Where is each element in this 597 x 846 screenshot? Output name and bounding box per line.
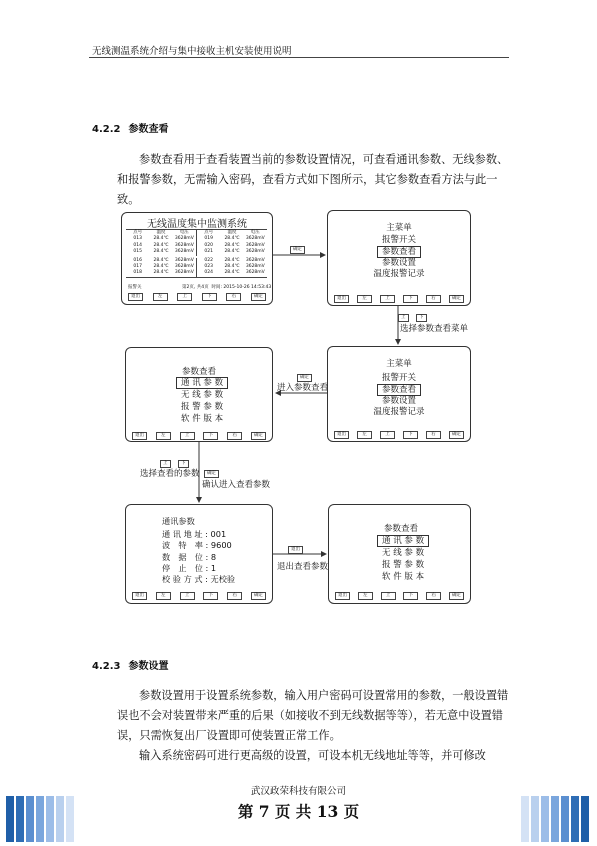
header-cell: 点号 xyxy=(133,230,143,235)
menu-item: 报 警 参 数 xyxy=(382,560,425,570)
table-cell: 28.4℃ xyxy=(153,264,169,270)
table-cell: 014 xyxy=(133,242,142,248)
screen-ok-button: 确定 xyxy=(449,592,464,600)
menu-item: 软 件 版 本 xyxy=(181,414,224,424)
menu-item: 参数设置 xyxy=(381,396,416,406)
table-cell: 28.4℃ xyxy=(153,249,169,255)
screen-left-button: 左 xyxy=(153,293,168,301)
table-cell: 28.4℃ xyxy=(224,249,240,255)
screen-ok-button: 确定 xyxy=(251,293,266,301)
main-menu-title: 主菜单 xyxy=(386,359,412,369)
table-cell: 023 xyxy=(196,264,220,270)
screen-down-button: 下 xyxy=(202,293,217,301)
flow-label-select-menu: 选择参数查看菜单 xyxy=(400,324,469,334)
menu-item: 报警开关 xyxy=(381,235,416,245)
screen-ok-button: 确定 xyxy=(251,592,266,600)
screen-up-button: 上 xyxy=(177,293,192,301)
table-cell: 3628mV xyxy=(174,236,194,242)
screen-up-button: 上 xyxy=(381,592,396,600)
key-exit-label: 退出 xyxy=(288,546,303,554)
key-confirm-label: 确定 xyxy=(290,246,305,254)
table-cell: 3628mV xyxy=(245,257,265,263)
table-cell: 3628mV xyxy=(245,270,265,276)
page-header: 无线测温系统介绍与集中接收主机安装使用说明 xyxy=(92,46,292,57)
screen-up-button: 上 xyxy=(180,592,195,600)
table-cell: 017 xyxy=(133,264,142,270)
key-down-label: 下 xyxy=(416,314,427,322)
main-menu-title: 主菜单 xyxy=(386,223,412,233)
menu-item-selected: 通 讯 参 数 xyxy=(176,377,228,389)
table-cell: 28.4℃ xyxy=(224,270,240,276)
menu-item: 软 件 版 本 xyxy=(382,572,425,582)
alarm-status: 报警关 xyxy=(128,285,142,290)
screen-right-button: 右 xyxy=(227,592,242,600)
table-cell: 28.4℃ xyxy=(224,242,240,248)
table-cell: 021 xyxy=(196,249,220,255)
screen-ok-button: 确定 xyxy=(449,431,464,439)
flow-label-select-param: 选择查看的参数 xyxy=(140,469,200,479)
table-cell: 3628mV xyxy=(245,264,265,270)
screen-left-button: 左 xyxy=(357,431,372,439)
section-423-paragraph-2: 输入系统密码可进行更高级的设置，可设本机无线地址等等，并可修改 xyxy=(139,749,486,762)
page-number: 第 7 页 共 13 页 xyxy=(237,802,360,821)
screen-up-button: 上 xyxy=(180,432,195,440)
screen-right-button: 右 xyxy=(426,295,441,303)
table-cell: 3628mV xyxy=(174,249,194,255)
table-cell: 3628mV xyxy=(245,249,265,255)
table-cell: 28.4℃ xyxy=(224,257,240,263)
param-menu-title: 参数查看 xyxy=(384,524,419,534)
screen-down-button: 下 xyxy=(203,592,218,600)
table-cell: 3628mV xyxy=(174,264,194,270)
table-cell: 3628mV xyxy=(174,270,194,276)
screen-left-button: 左 xyxy=(357,295,372,303)
table-cell: 3628mV xyxy=(174,242,194,248)
header-cell: 点号 xyxy=(196,230,220,236)
screen-exit-button: 退出 xyxy=(132,432,147,440)
param-line: 数 据 位 : 8 xyxy=(162,551,217,562)
page-info: 第2页, 共4页 xyxy=(182,285,209,290)
param-line: 校 验 方 式 : 无校验 xyxy=(162,574,236,585)
screen-right-button: 右 xyxy=(426,592,441,600)
screen-left-button: 左 xyxy=(156,592,171,600)
menu-item-selected: 参数查看 xyxy=(377,384,421,396)
flow-label-enter-param: 进入参数查看 xyxy=(277,383,329,393)
table-cell: 013 xyxy=(133,236,142,242)
screen-left-button: 左 xyxy=(156,432,171,440)
table-cell: 28.4℃ xyxy=(153,242,169,248)
menu-item: 参数设置 xyxy=(381,258,416,268)
table-cell: 3628mV xyxy=(245,242,265,248)
header-cell: 电压 xyxy=(250,230,260,235)
section-title: 参数设置 xyxy=(128,661,169,672)
section-422-paragraph: 参数查看用于查看装置当前的参数设置情况，可查看通讯参数、无线参数、和报警参数，无需输入密码，查看方式如下图所示，其它参数查看方法与此一致。 xyxy=(117,153,509,206)
flow-label-exit-view: 退出查看参数 xyxy=(277,562,329,572)
menu-item: 温度报警记录 xyxy=(373,407,425,417)
screen-ok-button: 确定 xyxy=(251,432,266,440)
table-cell: 3628mV xyxy=(174,257,194,263)
table-cell: 015 xyxy=(133,249,142,255)
table-cell: 024 xyxy=(196,270,220,276)
menu-item: 报 警 参 数 xyxy=(181,402,224,412)
screen-exit-button: 退出 xyxy=(128,293,143,301)
screen-up-button: 上 xyxy=(380,295,395,303)
table-cell: 3628mV xyxy=(245,236,265,242)
key-confirm-label: 确定 xyxy=(204,470,219,478)
table-cell: 28.4℃ xyxy=(224,236,240,242)
screen-exit-button: 退出 xyxy=(335,592,350,600)
menu-item-selected: 参数查看 xyxy=(377,246,421,258)
screen-right-button: 右 xyxy=(426,431,441,439)
screen-right-button: 右 xyxy=(227,432,242,440)
menu-item: 无 线 参 数 xyxy=(181,390,224,400)
key-down-label: 下 xyxy=(178,460,189,468)
table-cell: 019 xyxy=(196,236,220,242)
screen-exit-button: 退出 xyxy=(334,431,349,439)
header-cell: 电压 xyxy=(179,230,189,235)
screen-down-button: 下 xyxy=(403,592,418,600)
screen-down-button: 下 xyxy=(203,432,218,440)
screen-down-button: 下 xyxy=(403,295,418,303)
time-readout: 时间: 2015-10-26 14:53:43 xyxy=(211,285,272,290)
screen-down-button: 下 xyxy=(403,431,418,439)
section-number: 4.2.2 xyxy=(92,124,121,135)
header-cell: 温度 xyxy=(227,230,237,235)
screen-left-button: 左 xyxy=(358,592,373,600)
key-up-label: 上 xyxy=(398,314,409,322)
table-cell: 020 xyxy=(196,243,220,249)
table-cell: 28.4℃ xyxy=(224,264,240,270)
flow-label-confirm-enter: 确认进入查看参数 xyxy=(202,480,271,490)
monitor-title: 无线温度集中监测系统 xyxy=(147,219,247,230)
menu-item: 无 线 参 数 xyxy=(382,548,425,558)
key-confirm-label: 确定 xyxy=(297,374,312,382)
param-line: 波 特 率 : 9600 xyxy=(162,540,232,551)
table-cell: 28.4℃ xyxy=(153,257,169,263)
param-menu-title: 参数查看 xyxy=(182,367,217,377)
screen-up-button: 上 xyxy=(380,431,395,439)
menu-item: 温度报警记录 xyxy=(373,269,425,279)
footer-company: 武汉政荣科技有限公司 xyxy=(250,786,346,797)
table-cell: 018 xyxy=(133,270,142,276)
table-cell: 28.4℃ xyxy=(153,236,169,242)
param-line: 停 止 位 : 1 xyxy=(162,562,217,573)
table-cell: 28.4℃ xyxy=(153,270,169,276)
table-cell: 022 xyxy=(196,258,220,264)
section-title: 参数查看 xyxy=(128,124,169,135)
screen-exit-button: 退出 xyxy=(334,295,349,303)
menu-item-selected: 通 讯 参 数 xyxy=(377,535,429,547)
header-cell: 温度 xyxy=(156,230,166,235)
section-number: 4.2.3 xyxy=(92,661,121,672)
section-heading-423 xyxy=(92,657,168,672)
key-up-label: 上 xyxy=(160,460,171,468)
comm-params-title: 通讯参数 xyxy=(162,516,195,526)
table-cell: 016 xyxy=(133,257,142,263)
menu-item: 报警开关 xyxy=(381,373,416,383)
section-423-paragraph-1: 参数设置用于设置系统参数，输入用户密码可设置常用的参数，一般设置错误也不会对装置带来严重的后果（如接收不到无线数据等等），若无意中设置错误，只需恢复出厂设置即可使装置正常工作。 xyxy=(117,689,509,742)
screen-exit-button: 退出 xyxy=(132,592,147,600)
param-line: 通 讯 地 址 : 001 xyxy=(162,529,227,540)
screen-right-button: 右 xyxy=(226,293,241,301)
screen-ok-button: 确定 xyxy=(449,295,464,303)
